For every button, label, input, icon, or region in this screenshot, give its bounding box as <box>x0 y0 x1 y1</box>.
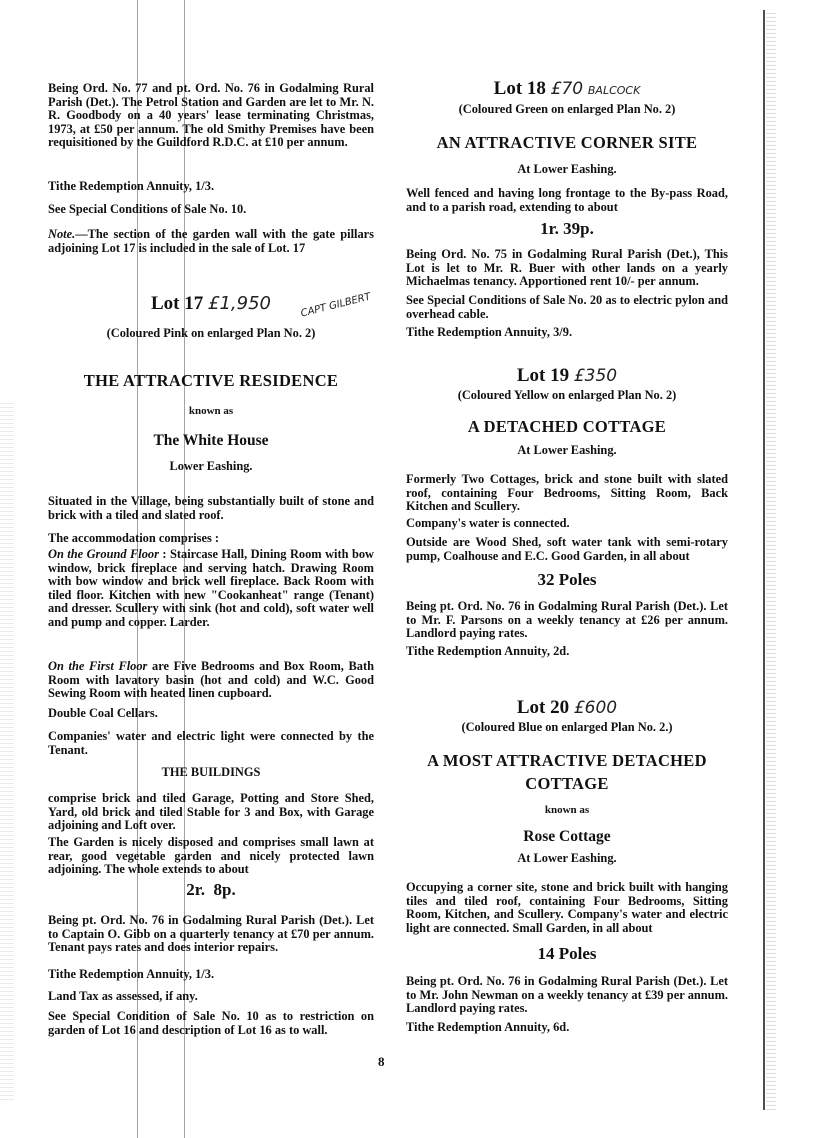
property-heading: COTTAGE <box>525 774 609 793</box>
ground-floor-paragraph <box>48 548 374 630</box>
ground-floor-text: : Staircase Hall, Dining Room with bow window, brick fireplace and serving hatch. Drawing Room with bow window and brick well fireplace. Back Room with tiled floor. Kitchen with new "Cookanheat" range (Tenant) and dresser. Scullery with sink (hot and cold), soft water well and pump and copper. Larder. <box>48 547 374 629</box>
land-tax: Land Tax as assessed, if any. <box>48 989 198 1003</box>
handwritten-price: £600 <box>573 698 618 718</box>
buildings-heading: THE BUILDINGS <box>161 765 261 779</box>
handwritten-buyer: BALCOCK <box>587 84 641 97</box>
scan-noise <box>0 400 14 1100</box>
area: 32 Poles <box>537 570 597 589</box>
ground-floor-label: On the Ground Floor <box>48 547 159 561</box>
coal-cellars: Double Coal Cellars. <box>48 706 158 720</box>
description: Formerly Two Cottages, brick and stone built with slated roof, containing Four Bedrooms, Sitting Room, Back Kitchen and Scullery. <box>406 472 728 514</box>
handwritten-price: £1,950 <box>208 293 271 314</box>
property-heading: A MOST ATTRACTIVE DETACHED <box>427 751 707 770</box>
tenancy-paragraph: Being pt. Ord. No. 76 in Godalming Rural Parish (Det.). Let to Captain O. Gibb on a quarterly tenancy at £70 per annum. Tenant pays rates and does interior repairs. <box>48 913 374 955</box>
tithe-text: Tithe Redemption Annuity, 3/9. <box>406 325 573 339</box>
scan-line <box>763 10 765 1110</box>
tithe-text: Tithe Redemption Annuity, 1/3. <box>48 967 215 981</box>
lot-title: Lot 18 <box>493 78 546 99</box>
location: Lower Eashing. <box>169 459 253 473</box>
location: At Lower Eashing. <box>517 851 617 865</box>
property-heading: A DETACHED COTTAGE <box>467 417 667 436</box>
handwritten-buyer: CAPT GILBERT <box>299 291 372 320</box>
tenancy-paragraph: Being pt. Ord. No. 76 in Godalming Rural Parish (Det.). Let to Mr. John Newman on a weekly tenancy at £39 per annum. Landlord paying rates. <box>406 974 728 1016</box>
property-heading: THE ATTRACTIVE RESIDENCE <box>83 371 339 390</box>
accommodation-label: The accommodation comprises : <box>48 531 220 545</box>
tenancy-paragraph: Being pt. Ord. No. 76 in Godalming Rural Parish (Det.). Let to Mr. F. Parsons on a weekly tenancy at £26 per annum. Landlord paying rates. <box>406 599 728 641</box>
lot-20-heading <box>406 697 728 719</box>
lot-title: Lot 20 <box>516 697 570 718</box>
lot-19-heading <box>406 365 728 387</box>
description: Occupying a corner site, stone and brick built with hanging tiles and tiled roof, containing Four Bedrooms, Sitting Room, Kitchen, and Scullery. Company's water and electric light are connected. Small Garden, in all about <box>406 880 728 935</box>
special-conditions-text: See Special Conditions of Sale No. 10. <box>48 202 247 216</box>
area: 14 Poles <box>537 944 597 963</box>
known-as: known as <box>188 405 234 417</box>
situated-paragraph: Situated in the Village, being substantially built of stone and brick with a tiled and slated roof. <box>48 494 374 522</box>
first-floor-text: are Five Bedrooms and Box Room, Bath Room with lavatory basin (hot and cold) and W.C. Good Sewing Room with heated linen cupboard. <box>48 659 374 701</box>
tithe-text: Tithe Redemption Annuity, 1/3. <box>48 179 215 193</box>
tithe-text: Tithe Redemption Annuity, 2d. <box>406 644 570 658</box>
tenancy-paragraph: Being Ord. No. 75 in Godalming Rural Parish (Det.), This Lot is let to Mr. R. Buer with other lands on a yearly Michaelmas tenancy. Apportioned rent 10/- per annum. <box>406 247 728 289</box>
property-name: Rose Cottage <box>523 828 611 845</box>
note-label: Note. <box>48 227 76 241</box>
property-name: The White House <box>153 432 269 449</box>
handwritten-price: £70 <box>550 79 584 99</box>
water-text: Company's water is connected. <box>406 516 570 530</box>
buildings-paragraph: comprise brick and tiled Garage, Potting and Store Shed, Yard, old brick and tiled Stable for 3 and Box, with Garage adjoining and Loft over. <box>48 791 374 833</box>
lot-title: Lot 19 <box>516 365 570 386</box>
special-condition: See Special Conditions of Sale No. 20 as to electric pylon and overhead cable. <box>406 293 728 321</box>
area: 2r. 8p. <box>186 880 236 899</box>
handwritten-price: £350 <box>573 366 618 386</box>
tithe-text: Tithe Redemption Annuity, 6d. <box>406 1020 570 1034</box>
lot-18-heading <box>406 78 728 102</box>
page-number: 8 <box>378 1054 385 1069</box>
location: At Lower Eashing. <box>517 162 617 176</box>
plan-reference: (Coloured Blue on enlarged Plan No. 2.) <box>461 720 673 734</box>
area: 1r. 39p. <box>540 219 594 238</box>
known-as: known as <box>544 804 590 816</box>
description: Well fenced and having long frontage to the By-pass Road, and to a parish road, extending to about <box>406 186 728 214</box>
note-text: —The section of the garden wall with the gate pillars adjoining Lot 17 is included in the sale of Lot. 17 <box>48 227 374 255</box>
companies-paragraph: Companies' water and electric light were connected by the Tenant. <box>48 729 374 757</box>
intro-paragraph: Being Ord. No. 77 and pt. Ord. No. 76 in Godalming Rural Parish (Det.). The Petrol Station and Garden are let to Mr. N. R. Goodbody on a 40 years' lease terminating Christmas, 1973, at £50 per annum. The old Smithy Premises have been requisitioned by the Guildford R.D.C. at £10 per annum. <box>48 81 374 150</box>
plan-reference: (Coloured Pink on enlarged Plan No. 2) <box>106 326 316 340</box>
first-floor-paragraph <box>48 660 374 701</box>
outside-paragraph: Outside are Wood Shed, soft water tank with semi-rotary pump, Coalhouse and E.C. Good Garden, in all about <box>406 535 728 563</box>
plan-reference: (Coloured Green on enlarged Plan No. 2) <box>458 102 676 116</box>
property-heading: AN ATTRACTIVE CORNER SITE <box>436 133 698 152</box>
garden-paragraph: The Garden is nicely disposed and comprises small lawn at rear, good vegetable garden and nicely protected lawn adjoining. The whole extends to about <box>48 835 374 877</box>
scan-noise <box>766 10 776 1110</box>
plan-reference: (Coloured Yellow on enlarged Plan No. 2) <box>457 388 677 402</box>
lot-title: Lot 17 <box>151 293 204 314</box>
special-condition: See Special Condition of Sale No. 10 as to restriction on garden of Lot 16 and description of Lot 16 as to wall. <box>48 1009 374 1037</box>
first-floor-label: On the First Floor <box>48 659 148 673</box>
location: At Lower Eashing. <box>517 443 617 457</box>
note-paragraph <box>48 228 374 255</box>
